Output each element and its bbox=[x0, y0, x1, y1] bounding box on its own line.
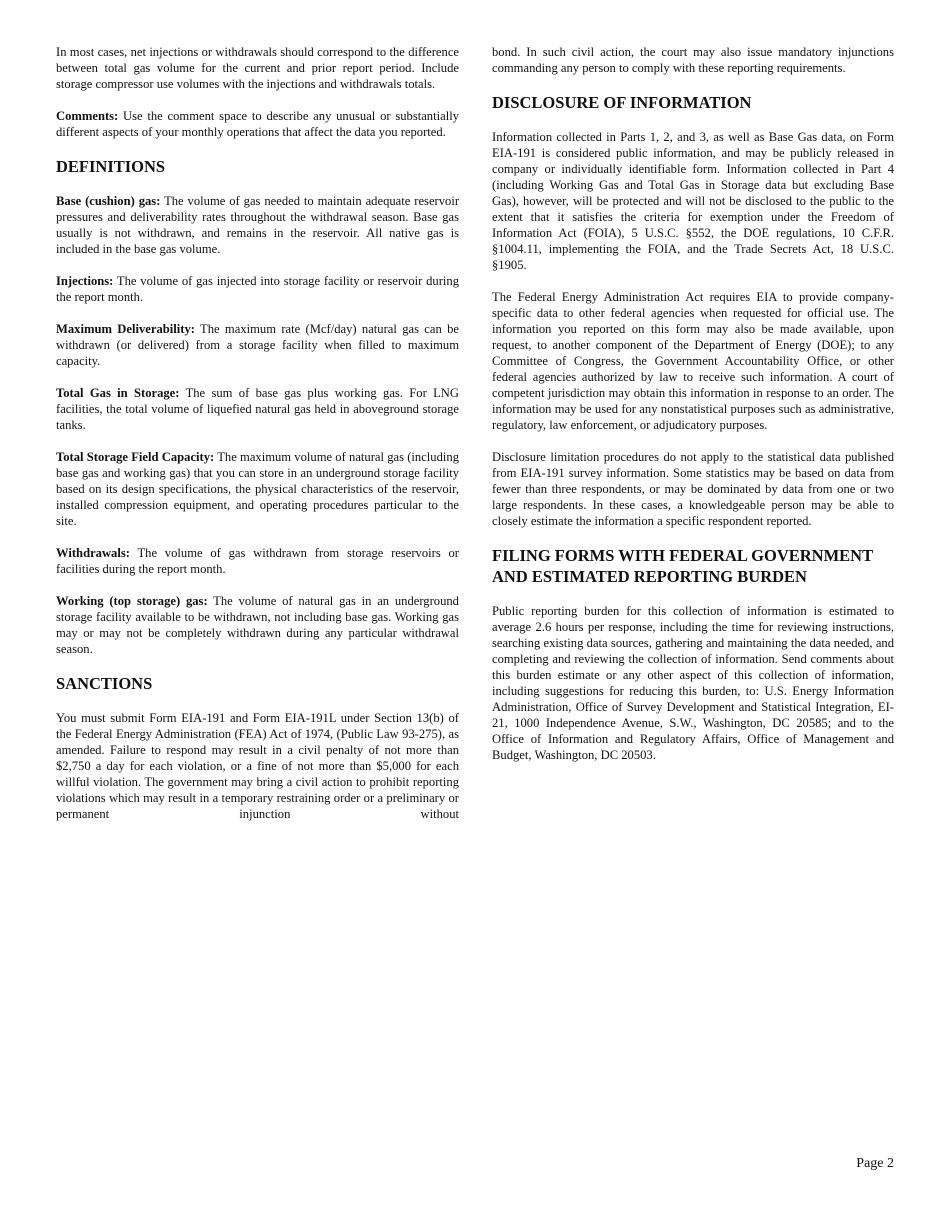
definition-base-gas bbox=[56, 193, 459, 257]
definition-term: Total Storage Field Capacity: bbox=[56, 450, 215, 464]
definition-text: The volume of gas needed to maintain adequate reservoir pressures and deliverability rates throughout the withdrawal season. Base gas usually is not withdrawn, and remains in the reservoir. All native gas is included in the base gas volume. bbox=[56, 194, 460, 256]
disclosure-heading: DISCLOSURE OF INFORMATION bbox=[492, 93, 752, 112]
filing-paragraph: Public reporting burden for this collection of information is estimated to average 2.6 hours per response, including the time for reviewing instructions, searching existing data sources, gathering and maintaining the data needed, and completing and reviewing the collection of information. Send comments about this burden estimate or any other aspect of this collection of information, including suggestions for reducing this burden, to: U.S. Energy Information Administration, Office of Survey Development and Statistical Integration, EI-21, 1000 Independence Avenue, S.W., Washington, DC 20585; and to the Office of Information and Regulatory Affairs, Office of Management and Budget, Washington, DC 20503. bbox=[492, 604, 894, 762]
definition-term: Base (cushion) gas: bbox=[56, 194, 161, 208]
intro-paragraph: In most cases, net injections or withdrawals should correspond to the difference between total gas volume for the current and prior report period. Include storage compressor use volumes with the injections and withdrawals totals. bbox=[56, 45, 459, 91]
definition-text: The maximum rate (Mcf/day) natural gas can be withdrawn (or delivered) from a storage facility when filled to maximum capacity. bbox=[56, 322, 459, 368]
comments-paragraph bbox=[56, 108, 459, 140]
definition-total-storage-field-capacity bbox=[56, 449, 459, 529]
disclosure-paragraph: The Federal Energy Administration Act requires EIA to provide company-specific data to other federal agencies when requested for official use. The information you reported on this form may also be made available, upon request, to another component of the Department of Energy (DOE); to any Committee of Congress, the Government Accountability Office, or other federal agencies authorized by law to receive such information. A court of competent jurisdiction may obtain this information in response to an order. The information may be used for any nonstatistical purposes such as administrative, regulatory, law enforcement, or adjudicatory purposes. bbox=[492, 290, 894, 432]
definition-term: Maximum Deliverability: bbox=[56, 322, 195, 336]
definition-term: Injections: bbox=[56, 274, 114, 288]
definitions-heading: DEFINITIONS bbox=[56, 157, 166, 176]
sanctions-paragraph: You must submit Form EIA-191 and Form EIA-191L under Section 13(b) of the Federal Energy Administration (FEA) Act of 1974, (Public Law 93-275), as amended. Failure to respond may result in a civil penalty of not more than $2,750 a day for each violation, or a fine of not more than $5,000 for each willful violation. The government may bring a civil action to prohibit reporting violations which may result in a temporary restraining order or a preliminary or permanent injunction without bbox=[56, 711, 459, 821]
definition-text: The volume of gas withdrawn from storage reservoirs or facilities during the report month. bbox=[56, 546, 459, 576]
definition-text: The volume of natural gas in an underground storage facility available to be withdrawn, not including base gas. Working gas may or may not be completely withdrawn during any particular withdrawal season. bbox=[56, 594, 459, 656]
sanctions-continued-paragraph: bond. In such civil action, the court may also issue mandatory injunctions commanding any person to comply with these reporting requirements. bbox=[492, 45, 894, 75]
definition-maximum-deliverability bbox=[56, 321, 459, 369]
definition-term: Working (top storage) gas: bbox=[56, 594, 208, 608]
filing-heading: FILING FORMS WITH FEDERAL GOVERNMENT AND ESTIMATED REPORTING BURDEN bbox=[492, 546, 873, 586]
left-column bbox=[56, 44, 459, 838]
definition-text: The maximum volume of natural gas (including base gas and working gas) that you can store in an underground storage facility based on its design specifications, the physical characteristics of the reservoir, installed compression equipment, and operating procedures particular to the site. bbox=[56, 450, 459, 528]
definition-withdrawals bbox=[56, 545, 459, 577]
definition-text: The volume of gas injected into storage facility or reservoir during the report month. bbox=[56, 274, 459, 304]
definition-total-gas-in-storage bbox=[56, 385, 459, 433]
comments-text: Use the comment space to describe any unusual or substantially different aspects of your monthly operations that affect the data you reported. bbox=[56, 109, 459, 139]
definition-term: Total Gas in Storage: bbox=[56, 386, 180, 400]
definition-injections bbox=[56, 273, 459, 305]
definition-term: Withdrawals: bbox=[56, 546, 130, 560]
sanctions-heading: SANCTIONS bbox=[56, 674, 153, 693]
disclosure-paragraph: Disclosure limitation procedures do not apply to the statistical data published from EIA-191 survey information. Some statistics may be based on data from fewer than three respondents, or may be dominated by data from one or two large respondents. In these cases, a knowledgeable person may be able to closely estimate the information a specific respondent reported. bbox=[492, 450, 894, 528]
disclosure-paragraph: Information collected in Parts 1, 2, and 3, as well as Base Gas data, on Form EIA-191 is considered public information, and may be publicly released in company or individually identifiable form. Information collected in Part 4 (including Working Gas and Total Gas in Storage data but excluding Base Gas), however, will be protected and will not be disclosed to the public to the extent that it satisfies the criteria for exemption under the Freedom of Information Act (FOIA), 5 U.S.C. §552, the DOE regulations, 10 C.F.R. §1004.11, implementing the FOIA, and the Trade Secrets Act, 18 U.S.C. §1905. bbox=[492, 130, 894, 272]
comments-label: Comments: bbox=[56, 109, 119, 123]
right-column bbox=[492, 44, 894, 779]
definition-text: The sum of base gas plus working gas. For LNG facilities, the total volume of liquefied natural gas held in aboveground storage tanks. bbox=[56, 386, 459, 432]
definition-working-gas bbox=[56, 593, 459, 657]
page-number: Page 2 bbox=[856, 1156, 894, 1171]
